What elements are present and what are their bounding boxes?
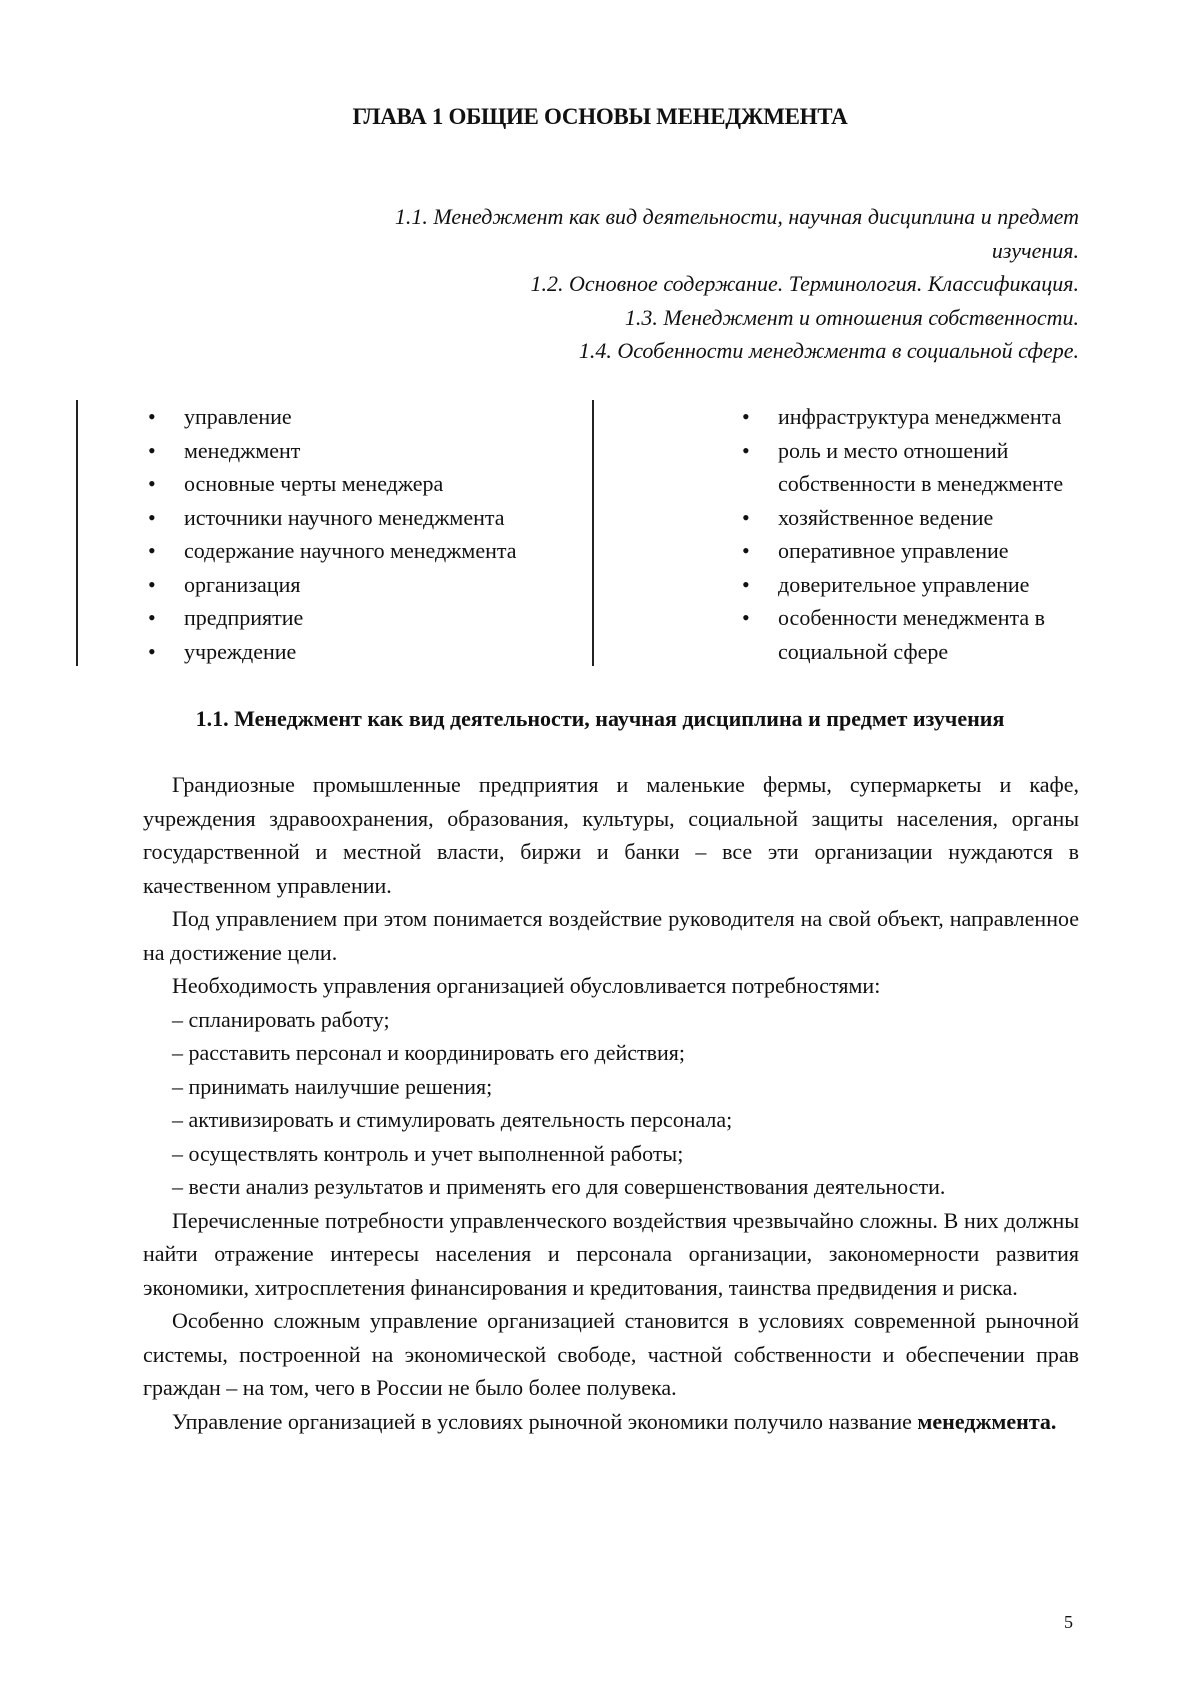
section-heading: 1.1. Менеджмент как вид деятельности, научная дисциплина и предмет изучения: [195, 706, 1005, 731]
bullet-icon: •: [148, 538, 156, 563]
list-item: – расставить персонал и координировать его действия;: [172, 1040, 686, 1065]
bullet-icon: •: [742, 538, 750, 563]
bullet-icon: •: [742, 605, 750, 630]
bullet-icon: •: [742, 404, 750, 429]
keyword-item: • роль и место отношений собственности в менеджменте: [594, 434, 1122, 501]
bullet-icon: •: [148, 504, 156, 530]
bullet-icon: •: [742, 571, 750, 597]
paragraph: Перечисленные потребности управленческого воздействия чрезвычайно сложны. В них должны найти отражение интересы населения и персонала организации, закономерности развития экономики, хитросплетения финансирования и кредитования, таинства предвидения и риска.: [143, 1207, 1079, 1300]
keyword-item: • организация: [78, 568, 596, 602]
bullet-icon: •: [742, 504, 750, 530]
keyword-item: • содержание научного менеджмента: [78, 534, 596, 568]
page-number: 5: [1064, 1612, 1073, 1632]
paragraph: [143, 1405, 1079, 1439]
paragraph: Под управлением при этом понимается воздействие руководителя на свой объект, направленное на достижение цели.: [143, 906, 1079, 965]
bullet-icon: •: [148, 404, 156, 429]
keywords-right-column: [592, 400, 1122, 666]
toc-item-1-2: 1.2. Основное содержание. Терминология. Классификация.: [530, 271, 1079, 296]
chapter-title: ГЛАВА 1 ОБЩИЕ ОСНОВЫ МЕНЕДЖМЕНТА: [352, 104, 848, 129]
paragraph: Грандиозные промышленные предприятия и маленькие фермы, супермаркеты и кафе, учреждения здравоохранения, образования, культуры, социальной защиты населения, органы государственной и местной власти, биржи и банки – все эти организации нуждаются в качественном управлении.: [143, 772, 1079, 898]
keyword-item: • управление: [78, 400, 596, 434]
keyword-item: • менеджмент: [78, 434, 596, 468]
keyword-item: • предприятие: [78, 601, 596, 635]
chapter-contents: [179, 200, 1079, 368]
bullet-icon: •: [148, 471, 156, 496]
list-item: – вести анализ результатов и применять его для совершенствования деятельности.: [172, 1174, 946, 1199]
paragraph: Необходимость управления организацией обусловливается потребностями:: [172, 973, 881, 998]
bullet-icon: •: [148, 571, 156, 597]
bullet-icon: •: [148, 638, 156, 664]
paragraph-text: Управление организацией в условиях рыночной экономики получило название: [172, 1408, 918, 1434]
keyword-item: • учреждение: [78, 635, 596, 669]
toc-item-1-1-continued: изучения.: [991, 237, 1079, 263]
keyword-item: • инфраструктура менеджмента: [594, 400, 1122, 434]
list-item: – спланировать работу;: [172, 1006, 390, 1032]
term-management: менеджмента.: [917, 1408, 1057, 1434]
bullet-icon: •: [148, 437, 156, 463]
list-item: – принимать наилучшие решения;: [172, 1073, 493, 1099]
bullet-icon: •: [742, 437, 750, 463]
keyword-item: • хозяйственное ведение: [594, 501, 1122, 535]
toc-item-1-3: 1.3. Менеджмент и отношения собственности.: [624, 304, 1079, 330]
paragraph: Особенно сложным управление организацией становится в условиях современной рыночной системы, построенной на экономической свободе, частной собственности и обеспечении прав граждан – на том, чего в России не было более полувека.: [143, 1308, 1079, 1400]
keyword-item: • особенности менеджмента в социальной сфере: [594, 601, 1122, 668]
list-item: – активизировать и стимулировать деятельность персонала;: [172, 1107, 733, 1132]
keyword-item: • оперативное управление: [594, 534, 1122, 568]
keyword-item: • источники научного менеджмента: [78, 501, 596, 535]
keywords-left-column: [76, 400, 596, 666]
toc-item-1-1: 1.1. Менеджмент как вид деятельности, научная дисциплина и предмет: [394, 204, 1079, 229]
keyword-item: • основные черты менеджера: [78, 467, 596, 501]
toc-item-1-4: 1.4. Особенности менеджмента в социальной сфере.: [578, 338, 1079, 363]
keyword-item: • доверительное управление: [594, 568, 1122, 602]
bullet-icon: •: [148, 605, 156, 630]
keywords-box: [76, 400, 1120, 666]
list-item: – осуществлять контроль и учет выполненной работы;: [172, 1140, 684, 1166]
body-text: [143, 768, 1079, 1438]
